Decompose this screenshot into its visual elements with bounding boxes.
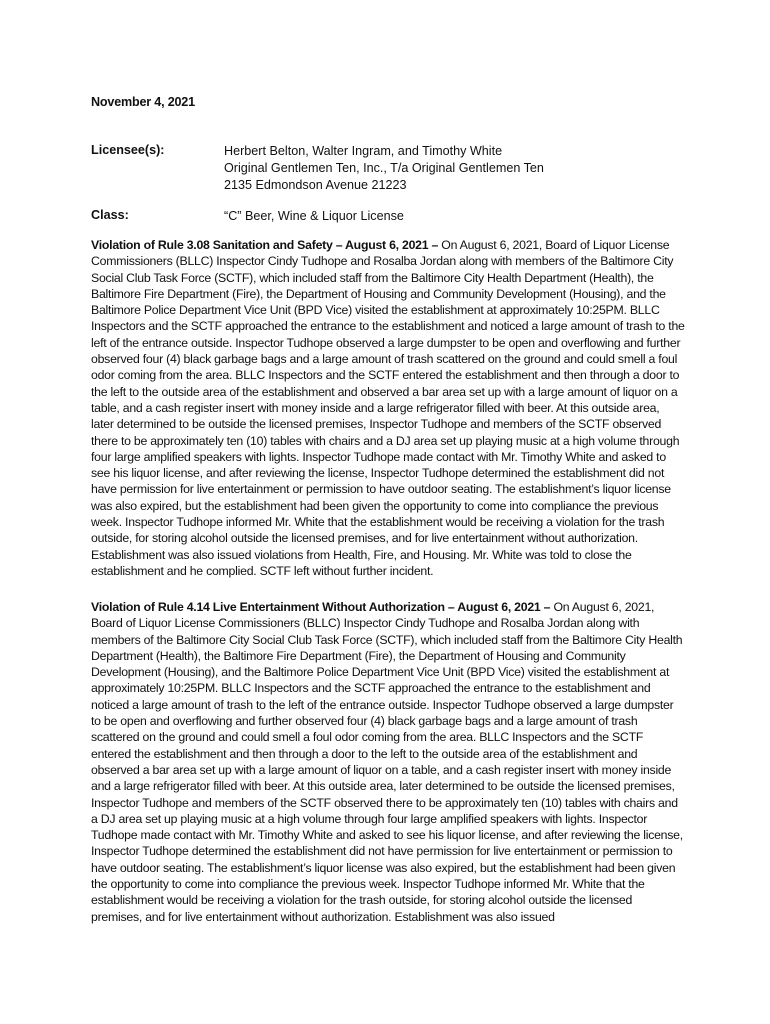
violation-body: On August 6, 2021, Board of Liquor License Commissioners (BLLC) Inspector Cindy Tudhope and Rosalba Jordan along with members of the Baltimore City Social Club Task Force (SCTF), which included staff from the Baltimore City Health Department (Health), the Baltimore Fire Department (Fire), the Department of Housing and Community Development (Housing), and the Baltimore Police Department Vice Unit (BPD Vice) visited the establishment at approximately 10:25PM. BLLC Inspectors and the SCTF approached the entrance to the establishment and noticed a large amount of trash to the left of the entrance outside. Inspector Tudhope observed a large dumpster to be open and overflowing and further observed four (4) black garbage bags and a large amount of trash scattered on the ground and could smell a foul odor coming from the area. BLLC Inspectors and the SCTF entered the establishment and then through a door to the left to the outside area of the establishment and observed a bar area set up with a large amount of liquor on a table, and a cash register insert with money inside and a large refrigerator filled with beer. At this outside area, later determined to be outside the licensed premises, Inspector Tudhope and members of the SCTF observed there to be approximately ten (10) tables with chairs and a DJ area set up playing music at a high volume through four large amplified speakers with lights. Inspector Tudhope made contact with Mr. Timothy White and asked to see his liquor license, and after reviewing the license, Inspector Tudhope determined the establishment did not have permission for live entertainment or permission to have outdoor seating. The establishment’s liquor license was also expired, but the establishment had been given the opportunity to come into compliance the previous week. Inspector Tudhope informed Mr. White that the establishment would be receiving a violation for the trash outside, for storing alcohol outside the licensed premises, and for live entertainment without authorization. Establishment was also issued xyxy=(91,600,683,924)
licensee-address: 2135 Edmondson Avenue 21223 xyxy=(224,178,407,192)
violation-heading: Violation of Rule 3.08 Sanitation and Safety – August 6, 2021 – xyxy=(91,238,439,252)
licensee-trade-name: Original Gentlemen Ten, Inc., T/a Original Gentlemen Ten xyxy=(224,161,544,175)
licensee-names: Herbert Belton, Walter Ingram, and Timothy White xyxy=(224,144,503,158)
violation-body: On August 6, 2021, Board of Liquor License Commissioners (BLLC) Inspector Cindy Tudhope and Rosalba Jordan along with members of the Baltimore City Social Club Task Force (SCTF), which included staff from the Baltimore City Health Department (Health), the Baltimore Fire Department (Fire), the Department of Housing and Community Development (Housing), and the Baltimore Police Department Vice Unit (BPD Vice) visited the establishment at approximately 10:25PM. BLLC Inspectors and the SCTF approached the entrance to the establishment and noticed a large amount of trash to the left of the entrance outside. Inspector Tudhope observed a large dumpster to be open and overflowing and further observed four (4) black garbage bags and a large amount of trash scattered on the ground and could smell a foul odor coming from the area. BLLC Inspectors and the SCTF entered the establishment and then through a door to the left to the outside area of the establishment and observed a bar area set up with a large amount of liquor on a table, and a cash register insert with money inside and a large refrigerator filled with beer. At this outside area, later determined to be outside the licensed premises, Inspector Tudhope and members of the SCTF observed there to be approximately ten (10) tables with chairs and a DJ area set up playing music at a high volume through four large amplified speakers with lights. Inspector Tudhope made contact with Mr. Timothy White and asked to see his liquor license, and after reviewing the license, Inspector Tudhope determined the establishment did not have permission for live entertainment or permission to have outdoor seating. The establishment’s liquor license was also expired, but the establishment had been given the opportunity to come into compliance the previous week. Inspector Tudhope informed Mr. White that the establishment would be receiving a violation for the trash outside, for storing alcohol outside the licensed premises, and for live entertainment without authorization. Establishment was also issued violations from Health, Fire, and Housing. Mr. White was told to close the establishment and he complied. SCTF left without further incident. xyxy=(91,238,685,578)
class-value: “C” Beer, Wine & Liquor License xyxy=(224,209,404,223)
violation-paragraph xyxy=(91,599,685,925)
document-date: November 4, 2021 xyxy=(91,95,195,109)
licensee-details xyxy=(224,143,544,194)
violation-heading: Violation of Rule 4.14 Live Entertainment Without Authorization – August 6, 2021 – xyxy=(91,600,551,614)
licensee-label: Licensee(s): xyxy=(91,143,165,157)
class-label: Class: xyxy=(91,208,129,222)
violation-paragraph xyxy=(91,237,685,579)
